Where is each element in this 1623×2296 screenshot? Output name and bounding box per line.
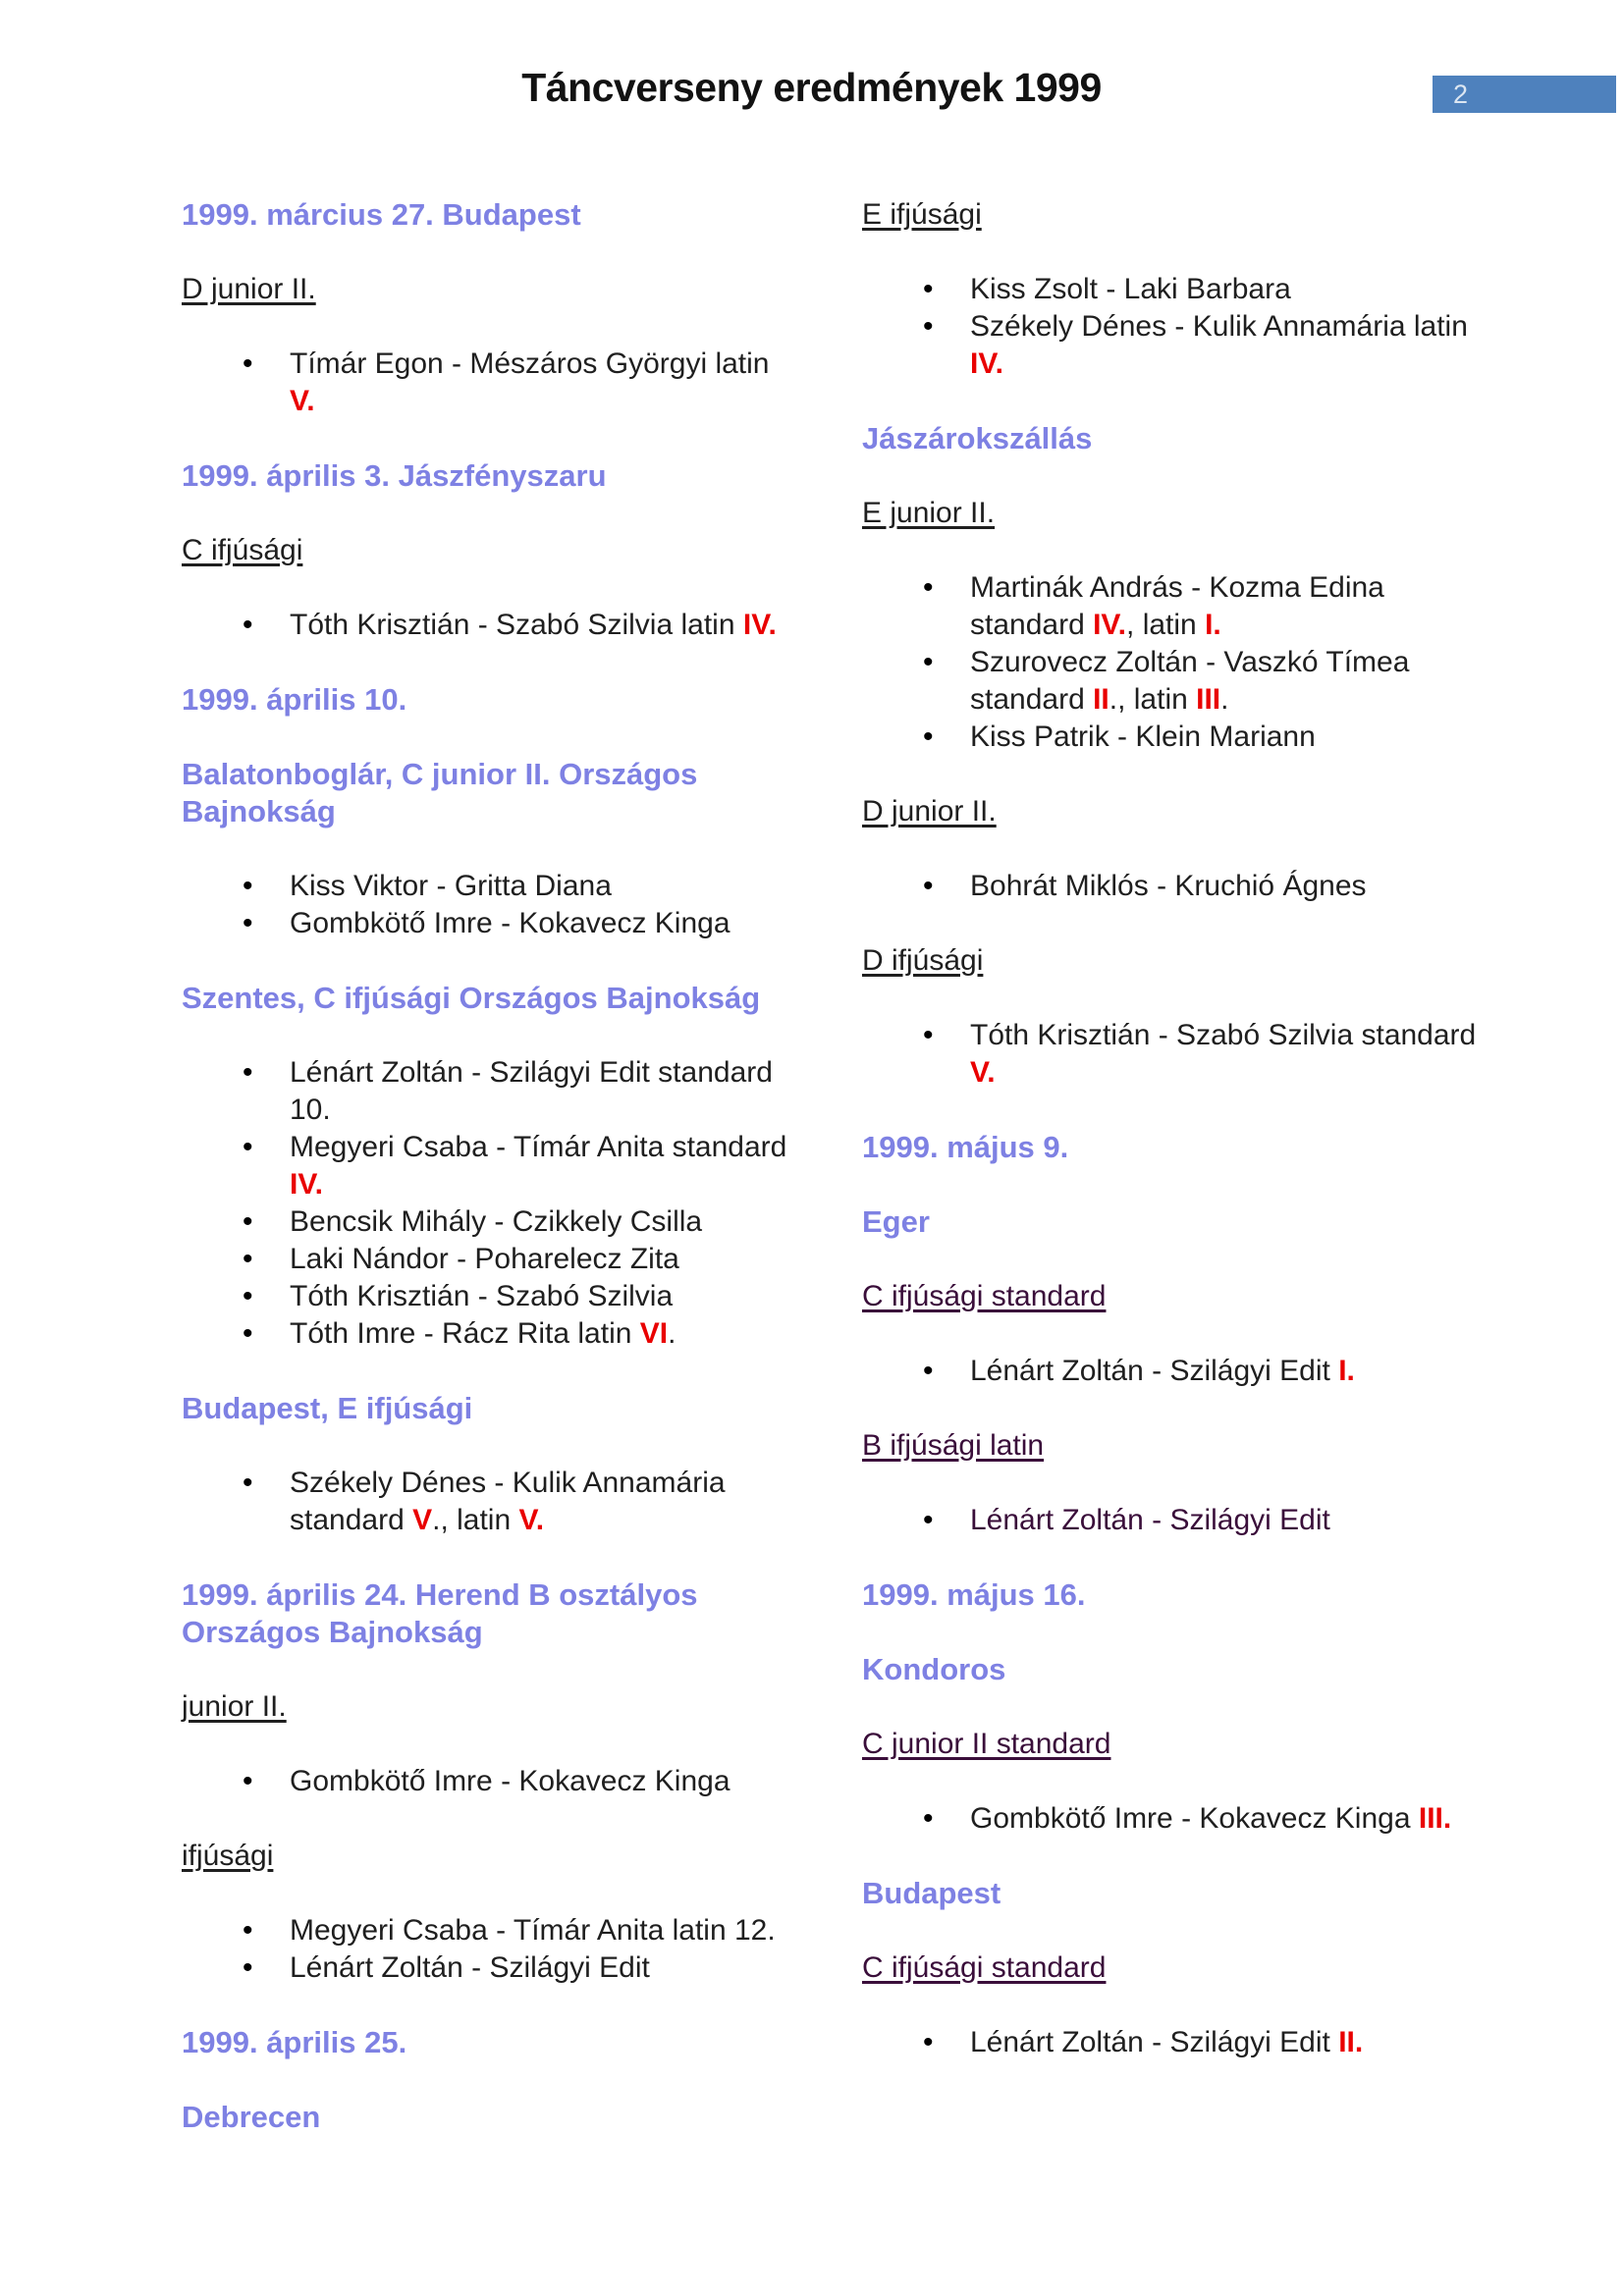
result-text: . bbox=[668, 1317, 676, 1350]
result-text: Laki Nándor - Poharelecz Zita bbox=[290, 1243, 679, 1275]
result-text: Bencsik Mihály - Czikkely Csilla bbox=[290, 1205, 703, 1238]
left-column bbox=[182, 196, 830, 2173]
results-list bbox=[182, 1912, 830, 1987]
result-text: Gombkötő Imre - Kokavecz Kinga bbox=[290, 907, 730, 939]
result-item bbox=[182, 1465, 800, 1539]
result-text: Megyeri Csaba - Tímár Anita latin 12. bbox=[290, 1914, 776, 1947]
category-subheading: ifjúsági bbox=[182, 1840, 274, 1872]
rank-value: VI bbox=[639, 1317, 669, 1350]
result-item bbox=[182, 1241, 800, 1278]
result-text: ., latin bbox=[432, 1504, 519, 1536]
page-number: 2 bbox=[1453, 79, 1469, 109]
rank-value: V bbox=[412, 1504, 433, 1536]
rank-value: V. bbox=[518, 1504, 545, 1536]
section-heading: Szentes, C ifjúsági Országos Bajnokság bbox=[182, 981, 761, 1015]
result-text: Martinák András - Kozma Edina standard bbox=[970, 571, 1384, 641]
result-text: Tóth Krisztián - Szabó Szilvia latin bbox=[290, 609, 743, 641]
rank-value: IV. bbox=[290, 1168, 323, 1201]
result-text: Szurovecz Zoltán - Vaszkó Tímea standard bbox=[970, 646, 1410, 716]
result-text: Gombkötő Imre - Kokavecz Kinga bbox=[970, 1802, 1419, 1835]
category-subheading: D junior II. bbox=[182, 273, 316, 305]
result-text: . bbox=[1220, 683, 1229, 716]
result-item bbox=[182, 1129, 800, 1203]
result-item bbox=[862, 271, 1481, 308]
section-heading: 1999. március 27. Budapest bbox=[182, 197, 581, 232]
result-text: Tóth Imre - Rácz Rita latin bbox=[290, 1317, 640, 1350]
result-item bbox=[182, 1278, 800, 1315]
category-subheading: E junior II. bbox=[862, 497, 996, 529]
result-item bbox=[862, 1017, 1481, 1092]
results-list bbox=[182, 1763, 830, 1800]
result-text: Megyeri Csaba - Tímár Anita standard bbox=[290, 1131, 787, 1163]
section-heading: Debrecen bbox=[182, 2100, 321, 2134]
section-heading: Budapest bbox=[862, 1876, 1001, 1910]
result-item bbox=[862, 1353, 1481, 1390]
rank-value: II. bbox=[1338, 2026, 1364, 2058]
result-item bbox=[182, 346, 800, 420]
result-text: Lénárt Zoltán - Szilágyi Edit bbox=[970, 1504, 1330, 1536]
section-heading: Kondoros bbox=[862, 1652, 1006, 1686]
section-heading: 1999. április 10. bbox=[182, 682, 407, 717]
results-list bbox=[862, 1017, 1510, 1092]
category-subheading: junior II. bbox=[182, 1690, 287, 1723]
rank-value: IV. bbox=[970, 347, 1003, 380]
results-list bbox=[182, 1465, 830, 1539]
result-text: Székely Dénes - Kulik Annamária standard bbox=[290, 1467, 726, 1536]
rank-value: III. bbox=[1418, 1802, 1452, 1835]
section-heading: 1999. április 24. Herend B osztályos Országos Bajnokság bbox=[182, 1577, 698, 1649]
result-item bbox=[862, 569, 1481, 644]
result-item bbox=[862, 1800, 1481, 1838]
category-subheading: C ifjúsági bbox=[182, 534, 303, 566]
page-number-badge bbox=[1433, 76, 1616, 113]
rank-value: I. bbox=[1338, 1355, 1355, 1387]
category-subheading: C ifjúsági standard bbox=[862, 1951, 1107, 1984]
result-text: , latin bbox=[1126, 609, 1206, 641]
result-text: Tímár Egon - Mészáros Györgyi latin bbox=[290, 347, 770, 380]
rank-value: IV. bbox=[742, 609, 777, 641]
result-item bbox=[182, 1315, 800, 1353]
section-heading: Budapest, E ifjúsági bbox=[182, 1391, 473, 1425]
results-list bbox=[862, 569, 1510, 756]
result-item bbox=[182, 905, 800, 942]
result-item bbox=[182, 1912, 800, 1949]
rank-value: V. bbox=[970, 1056, 996, 1089]
result-item bbox=[862, 1502, 1481, 1539]
result-text: ., latin bbox=[1109, 683, 1197, 716]
result-item bbox=[862, 2024, 1481, 2061]
result-text: Székely Dénes - Kulik Annamária latin bbox=[970, 310, 1468, 343]
result-text: Lénárt Zoltán - Szilágyi Edit bbox=[970, 1355, 1339, 1387]
category-subheading: D ifjúsági bbox=[862, 944, 984, 977]
result-text: Lénárt Zoltán - Szilágyi Edit bbox=[290, 1951, 650, 1984]
result-text: Tóth Krisztián - Szabó Szilvia bbox=[290, 1280, 674, 1312]
result-item bbox=[182, 1203, 800, 1241]
results-list bbox=[182, 868, 830, 942]
section-heading: 1999. április 3. Jászfényszaru bbox=[182, 458, 607, 493]
section-heading: 1999. május 16. bbox=[862, 1577, 1086, 1612]
result-item bbox=[862, 308, 1481, 383]
section-heading: 1999. április 25. bbox=[182, 2025, 407, 2059]
results-list bbox=[182, 346, 830, 420]
result-item bbox=[862, 644, 1481, 719]
rank-value: V. bbox=[290, 385, 315, 417]
results-list bbox=[862, 1502, 1510, 1539]
result-text: Bohrát Miklós - Kruchió Ágnes bbox=[970, 870, 1367, 902]
section-heading: Jászárokszállás bbox=[862, 421, 1093, 455]
result-text: Kiss Patrik - Klein Mariann bbox=[970, 721, 1316, 753]
rank-value: I. bbox=[1205, 609, 1221, 641]
result-text: Tóth Krisztián - Szabó Szilvia standard bbox=[970, 1019, 1477, 1051]
result-text: Lénárt Zoltán - Szilágyi Edit bbox=[970, 2026, 1339, 2058]
results-list bbox=[862, 271, 1510, 383]
result-item bbox=[182, 1949, 800, 1987]
rank-value: III bbox=[1196, 683, 1221, 716]
result-item bbox=[862, 719, 1481, 756]
results-list bbox=[182, 607, 830, 644]
result-item bbox=[862, 868, 1481, 905]
rank-value: IV. bbox=[1093, 609, 1127, 641]
section-heading: 1999. május 9. bbox=[862, 1130, 1069, 1164]
result-text: Kiss Zsolt - Laki Barbara bbox=[970, 273, 1291, 305]
results-list bbox=[862, 1353, 1510, 1390]
result-item bbox=[182, 868, 800, 905]
rank-value: II bbox=[1093, 683, 1109, 716]
results-list bbox=[862, 2024, 1510, 2061]
category-subheading: D junior II. bbox=[862, 795, 997, 828]
result-text: Lénárt Zoltán - Szilágyi Edit standard 10. bbox=[290, 1056, 773, 1126]
results-list bbox=[182, 1054, 830, 1353]
result-text: Gombkötő Imre - Kokavecz Kinga bbox=[290, 1765, 730, 1797]
category-subheading: E ifjúsági bbox=[862, 198, 982, 231]
result-item bbox=[182, 607, 800, 644]
result-item bbox=[182, 1054, 800, 1129]
section-heading: Eger bbox=[862, 1204, 930, 1239]
right-column bbox=[862, 196, 1510, 2099]
result-text: Kiss Viktor - Gritta Diana bbox=[290, 870, 612, 902]
result-item bbox=[182, 1763, 800, 1800]
category-subheading: C ifjúsági standard bbox=[862, 1280, 1107, 1312]
results-list bbox=[862, 868, 1510, 905]
category-subheading: C junior II standard bbox=[862, 1728, 1111, 1760]
page-title: Táncverseny eredmények 1999 bbox=[521, 65, 1102, 110]
section-heading: Balatonboglár, C junior II. Országos Bajnokság bbox=[182, 757, 698, 828]
category-subheading: B ifjúsági latin bbox=[862, 1429, 1045, 1462]
results-list bbox=[862, 1800, 1510, 1838]
